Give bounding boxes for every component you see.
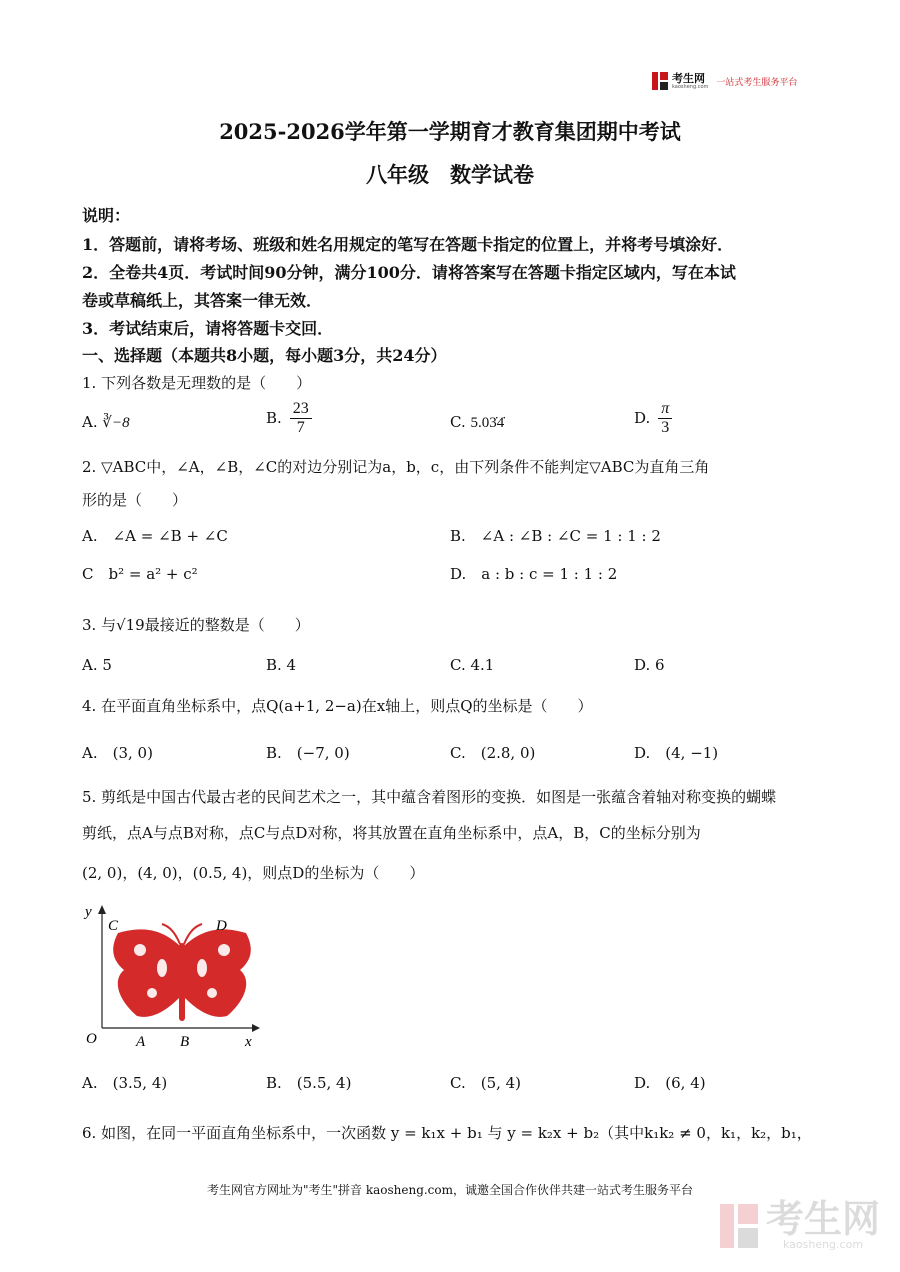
logo-sub: kaosheng.com — [672, 83, 709, 90]
watermark — [720, 1197, 881, 1251]
fig-label-a: A — [136, 1034, 146, 1050]
fig-label-x: x — [245, 1034, 252, 1050]
q3-option-c: C. 4.1 — [450, 656, 495, 674]
q2-stem: 2. ▽ABC中，∠A，∠B，∠C的对边分别记为a，b，c，由下列条件不能判定▽ABC为直角三角 — [82, 458, 710, 476]
q5-stem-cont2: (2, 0)，(4, 0)，(0.5, 4)，则点D的坐标为（ ） — [82, 864, 425, 882]
q1-stem: 1. 下列各数是无理数的是（ ） — [82, 374, 312, 392]
q5-option-c: C. (5, 4) — [450, 1074, 522, 1092]
butterfly-icon — [113, 924, 251, 1021]
butterfly-figure — [82, 898, 262, 1053]
q1-c-value: 5.03̇4̇ — [470, 415, 505, 431]
footer-text: 考生网官方网址为"考生"拼音 kaosheng.com，诚邀全国合作伙伴共建一站式考生服务平台 — [206, 1183, 694, 1197]
q1-option-b: B. $\frac{23}{7}$ — [266, 400, 312, 436]
q5-option-b: B. (5.5, 4) — [266, 1074, 352, 1092]
exam-title: 2025-2026学年第一学期育才教育集团期中考试 — [219, 119, 681, 144]
logo-text: 考生网 — [672, 71, 705, 85]
q3-stem: 3. 与√19最接近的整数是（ ） — [82, 616, 310, 634]
instructions-heading: 说明： — [82, 206, 131, 225]
q6-stem: 6. 如图，在同一平面直角坐标系中，一次函数 y = k₁x + b₁ 与 y = k₂x + b₂（其中k₁k₂ ≠ 0，k₁，k₂，b₁， — [82, 1124, 812, 1142]
watermark-sub: kaosheng.com — [782, 1238, 864, 1251]
q5-option-d: D. (6, 4) — [634, 1074, 706, 1092]
q2-option-a: A. ∠A = ∠B + ∠C — [82, 527, 228, 545]
kaosheng-logo-icon — [652, 72, 668, 90]
fig-label-b: B — [180, 1034, 190, 1050]
fig-label-c: C — [108, 918, 119, 934]
q4-option-d: D. (4, −1) — [634, 744, 719, 762]
q1-option-d: D. $\frac{\pi}{3}$ — [634, 400, 672, 436]
q2-option-b: B. ∠A : ∠B : ∠C = 1 : 1 : 2 — [450, 527, 661, 545]
q2-stem-cont: 形的是（ ） — [82, 491, 188, 509]
q5-stem-cont: 剪纸，点A与点B对称，点C与点D对称，将其放置在直角坐标系中，点A，B，C的坐标分别为 — [82, 824, 701, 842]
fig-label-d: D — [216, 918, 227, 934]
fig-label-y: y — [85, 904, 92, 920]
q4-option-a: A. (3, 0) — [82, 744, 153, 762]
instruction-1: 1．答题前，请将考场、班级和姓名用规定的笔写在答题卡指定的位置上，并将考号填涂好． — [82, 235, 734, 254]
q5-stem: 5. 剪纸是中国古代最古老的民间艺术之一，其中蕴含着图形的变换．如图是一张蕴含着轴对称变换的蝴蝶 — [82, 788, 777, 806]
q3-option-d: D. 6 — [634, 656, 665, 674]
header-logo — [652, 72, 797, 90]
q3-option-a: A. 5 — [82, 656, 112, 674]
fig-label-o: O — [86, 1031, 97, 1047]
logo-slogan: 一站式考生服务平台 — [716, 77, 798, 88]
q3-option-b: B. 4 — [266, 656, 297, 674]
watermark-logo-icon — [720, 1204, 758, 1248]
q5-option-a: A. (3.5, 4) — [82, 1074, 168, 1092]
x-axis-arrow-icon — [252, 1024, 260, 1032]
watermark-text: 考生网 — [766, 1197, 881, 1241]
q1-option-c: C. 5.03̇4̇ — [450, 413, 505, 431]
q2-option-d: D. a : b : c = 1 : 1 : 2 — [450, 565, 618, 583]
q1-option-a: A. ∛−8 — [82, 413, 130, 431]
y-axis-arrow-icon — [98, 905, 106, 914]
q4-stem: 4. 在平面直角坐标系中，点Q(a+1, 2−a)在x轴上，则点Q的坐标是（ ） — [82, 697, 593, 715]
q4-option-b: B. (−7, 0) — [266, 744, 350, 762]
q1-a-value: ∛−8 — [102, 415, 130, 431]
q2-option-c: C b² = a² + c² — [82, 565, 198, 583]
instruction-2: 2．全卷共4页．考试时间90分钟，满分100分．请将答案写在答题卡指定区域内，写在本试 — [82, 263, 736, 282]
exam-subtitle: 八年级 数学试卷 — [366, 162, 534, 187]
instruction-2-cont: 卷或草稿纸上，其答案一律无效． — [82, 291, 323, 310]
section-heading: 一、选择题（本题共8小题，每小题3分，共24分） — [82, 346, 447, 365]
instruction-3: 3．考试结束后，请将答题卡交回． — [82, 319, 334, 338]
q4-option-c: C. (2.8, 0) — [450, 744, 536, 762]
